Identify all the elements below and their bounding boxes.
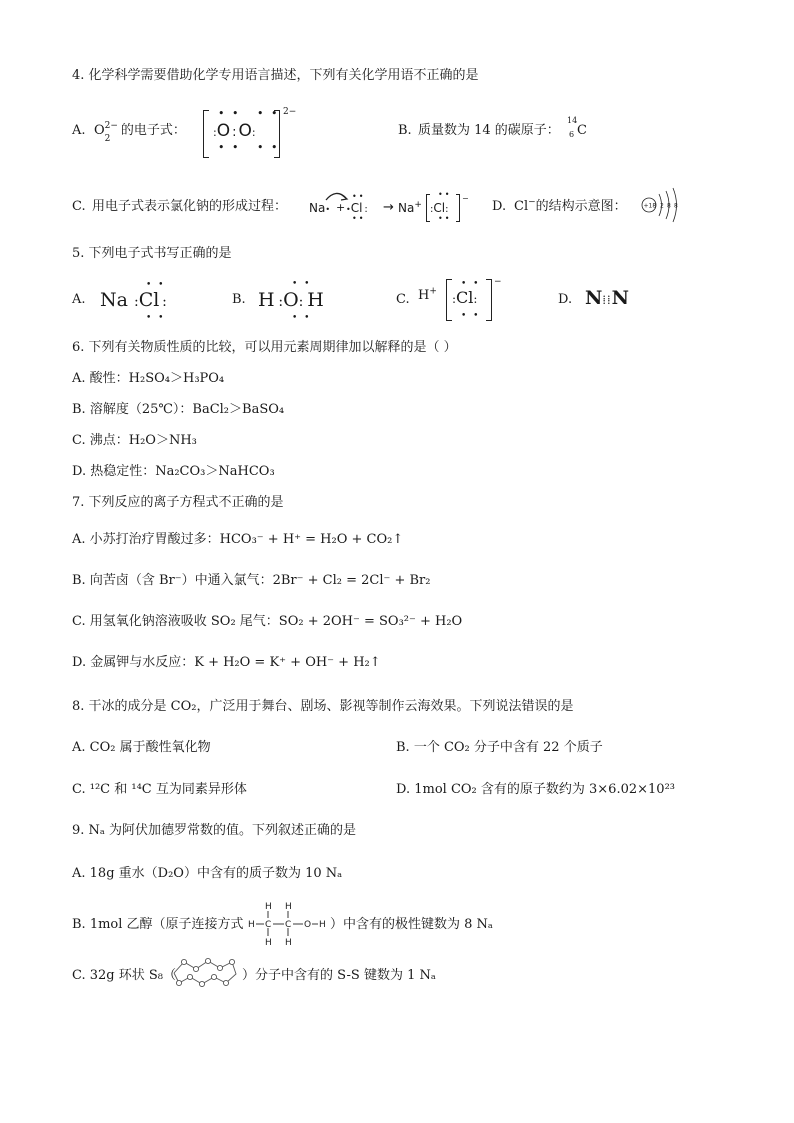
- q4-c-plus: +: [336, 201, 346, 214]
- q5-option-b-label: B.: [232, 292, 246, 307]
- q5-c-cl-charge: −: [494, 277, 502, 287]
- q4-a-oxygen-1: O: [216, 121, 231, 141]
- q5-stem: 5. 下列电子式书写正确的是: [72, 246, 232, 261]
- q4-c-cl2: Cl: [433, 201, 446, 215]
- q6-option-b: B. 溶解度（25℃）：BaCl₂＞BaSO₄: [72, 402, 285, 417]
- q7-option-a: A. 小苏打治疗胃酸过多：HCO₃⁻ + H⁺ = H₂O + CO₂↑: [72, 532, 404, 547]
- q4-d-charge: −: [528, 197, 536, 208]
- q7-option-c: C. 用氢氧化钠溶液吸收 SO₂ 尾气：SO₂ + 2OH⁻ = SO₃²⁻ + H₂O: [72, 614, 463, 629]
- q4-c-na2: Na: [398, 201, 415, 215]
- q4-c-ion-top-dots: ••: [438, 190, 452, 199]
- q7-stem: 7. 下列反应的离子方程式不正确的是: [72, 495, 284, 510]
- q9-b-atom-h-right: H: [319, 920, 326, 930]
- q4-d-ion: Cl: [514, 199, 529, 214]
- q4-d-shell-3: 8: [674, 202, 678, 210]
- q5-a-bottom-dots: • •: [146, 313, 166, 323]
- q5-c-h: H: [418, 288, 430, 303]
- q5-b-o: O: [283, 289, 299, 311]
- q4-d-shell-1: 2: [660, 202, 664, 210]
- q6-option-a: A. 酸性：H₂SO₄＞H₃PO₄: [72, 371, 225, 386]
- q4-a-bracket-charge: 2−: [283, 107, 297, 117]
- q9-b-atom-h-top1: H: [265, 902, 272, 912]
- q4-b-symbol: C: [577, 123, 587, 138]
- q4-a-top-dots: • • • •: [218, 107, 280, 120]
- q4-c-na: Na: [309, 201, 326, 215]
- q5-c-bottom-dots: • •: [461, 311, 481, 321]
- q5-option-c-label: C.: [396, 292, 410, 307]
- q8-option-c: C. ¹²C 和 ¹⁴C 互为同素异形体: [72, 782, 247, 797]
- q5-c-h-ion: [418, 286, 437, 306]
- q5-b-h1: H: [258, 289, 275, 311]
- q5-b-top-dots: • •: [292, 279, 312, 289]
- q4-option-b-text: 质量数为 14 的碳原子：: [418, 123, 560, 138]
- q6-option-d: D. 热稳定性：Na₂CO₃＞NaHCO₃: [72, 464, 275, 479]
- q4-c-arrow: →: [383, 200, 394, 215]
- q5-a-na: Na: [100, 289, 128, 311]
- q9-b-atom-c2: C: [285, 920, 292, 930]
- q4-d-ion-structure-diagram: [640, 186, 682, 224]
- q4-c-ion-bottom-dots: ••: [438, 214, 452, 223]
- q4-c-na-charge: +: [414, 200, 422, 210]
- q4-d-caption: 的结构示意图：: [535, 199, 627, 214]
- q4-d-nucleus: +18: [643, 202, 657, 210]
- q5-d-n1: N: [585, 287, 603, 309]
- q4-option-a-species: [94, 121, 186, 144]
- q4-option-a-label: A.: [72, 123, 86, 138]
- q5-c-cl: Cl: [456, 288, 474, 307]
- q5-b-bottom-dots: • •: [292, 313, 312, 323]
- q5-c-right-bracket: [486, 279, 492, 321]
- q4-c-na-ion: [398, 198, 422, 218]
- q4-d-shell-2: 8: [667, 202, 671, 210]
- q5-c-top-dots: • •: [461, 279, 481, 289]
- q9-b-atom-h-bottom1: H: [265, 938, 272, 946]
- q4-a-shared-pair: :: [232, 125, 237, 140]
- q4-option-d-text: [514, 197, 627, 217]
- q4-b-atomic-number: 6: [569, 130, 575, 139]
- q4-stem: 4. 化学科学需要借助化学专用语言描述，下列有关化学用语不正确的是: [72, 68, 479, 83]
- q5-d-n2: N: [611, 287, 629, 309]
- q9-option-b-prefix: B. 1mol 乙醇（原子连接方式: [72, 917, 244, 932]
- q4-a-bottom-dots: • • • •: [218, 141, 280, 154]
- q4-c-right-bracket: [456, 194, 460, 222]
- q5-d-structure: N⁞⁞N: [585, 287, 629, 309]
- q4-option-b-label: B.: [398, 123, 412, 138]
- q4-c-cl: Cl: [350, 201, 363, 215]
- q9-option-b-suffix: ）中含有的极性键数为 8 Nₐ: [330, 917, 493, 932]
- q9-b-atom-o: O: [304, 920, 312, 930]
- q6-stem: 6. 下列有关物质性质的比较，可以用元素周期律加以解释的是（ ）: [72, 340, 457, 355]
- q8-option-b: B. 一个 CO₂ 分子中含有 22 个质子: [396, 740, 603, 755]
- q4-a-text: 的电子式：: [120, 123, 186, 138]
- q5-a-top-dots: • •: [146, 280, 166, 290]
- q4-c-cl-charge: −: [462, 194, 469, 203]
- q9-c-s8-ring-structure: [170, 957, 240, 987]
- q9-b-ethanol-structure: [246, 900, 328, 946]
- q4-option-d-label: D.: [492, 199, 507, 214]
- q9-b-atom-h-left: H: [248, 920, 255, 930]
- q5-option-a-label: A.: [72, 292, 86, 307]
- q7-option-b: B. 向苦卤（含 Br⁻）中通入氯气：2Br⁻ + Cl₂ = 2Cl⁻ + Br₂: [72, 573, 431, 588]
- q9-b-atom-c1: C: [265, 920, 272, 930]
- q9-stem: 9. Nₐ 为阿伏加德罗常数的值。下列叙述正确的是: [72, 823, 357, 838]
- q4-a-right-bracket: [274, 110, 280, 158]
- q5-b-structure: H :O: H: [258, 289, 324, 311]
- q4-option-c-label: C.: [72, 199, 86, 214]
- q6-option-c: C. 沸点：H₂O＞NH₃: [72, 433, 197, 448]
- q4-a-charge: 2−: [104, 121, 118, 131]
- q8-option-d: D. 1mol CO₂ 含有的原子数约为 3×6.02×10²³: [396, 782, 675, 797]
- q9-b-atom-h-top2: H: [285, 902, 292, 912]
- q5-c-structure: :Cl:: [452, 288, 478, 307]
- q9-option-c-prefix: C. 32g 环状 S₈（: [72, 968, 176, 983]
- q5-c-h-charge: +: [429, 286, 437, 297]
- q7-option-d: D. 金属钾与水反应：K + H₂O = K⁺ + OH⁻ + H₂↑: [72, 655, 381, 670]
- q4-c-cl-atom: •Cl :: [346, 201, 368, 215]
- q9-option-a: A. 18g 重水（D₂O）中含有的质子数为 10 Nₐ: [72, 866, 343, 881]
- q4-c-cl-top-dots: ••: [352, 192, 366, 201]
- q4-a-oxygen-2: O: [238, 121, 252, 141]
- q5-b-h2: H: [307, 289, 324, 311]
- q4-a-left-bracket: [203, 110, 209, 158]
- q5-a-structure: Na :Cl :: [100, 289, 167, 311]
- q4-c-na-atom: Na•: [309, 201, 331, 215]
- q5-option-d-label: D.: [558, 292, 573, 307]
- q4-b-mass-number: 14: [567, 116, 578, 125]
- q8-option-a: A. CO₂ 属于酸性氧化物: [72, 740, 211, 755]
- q4-a-formula: O: [94, 123, 105, 138]
- q4-a-subscript: 2: [104, 134, 111, 144]
- q4-c-cl-bottom-dots: ••: [352, 214, 366, 223]
- q5-a-cl: Cl: [138, 289, 160, 311]
- q4-c-cl-ion: :Cl:: [430, 201, 449, 215]
- q4-option-c-text: 用电子式表示氯化钠的形成过程：: [92, 199, 288, 214]
- q4-a-structure: :O : O:: [213, 121, 256, 141]
- q9-b-atom-h-bottom2: H: [285, 938, 292, 946]
- q8-stem: 8. 干冰的成分是 CO₂，广泛用于舞台、剧场、影视等制作云海效果。下列说法错误的是: [72, 699, 574, 714]
- q9-option-c-suffix: ）分子中含有的 S-S 键数为 1 Nₐ: [242, 968, 436, 983]
